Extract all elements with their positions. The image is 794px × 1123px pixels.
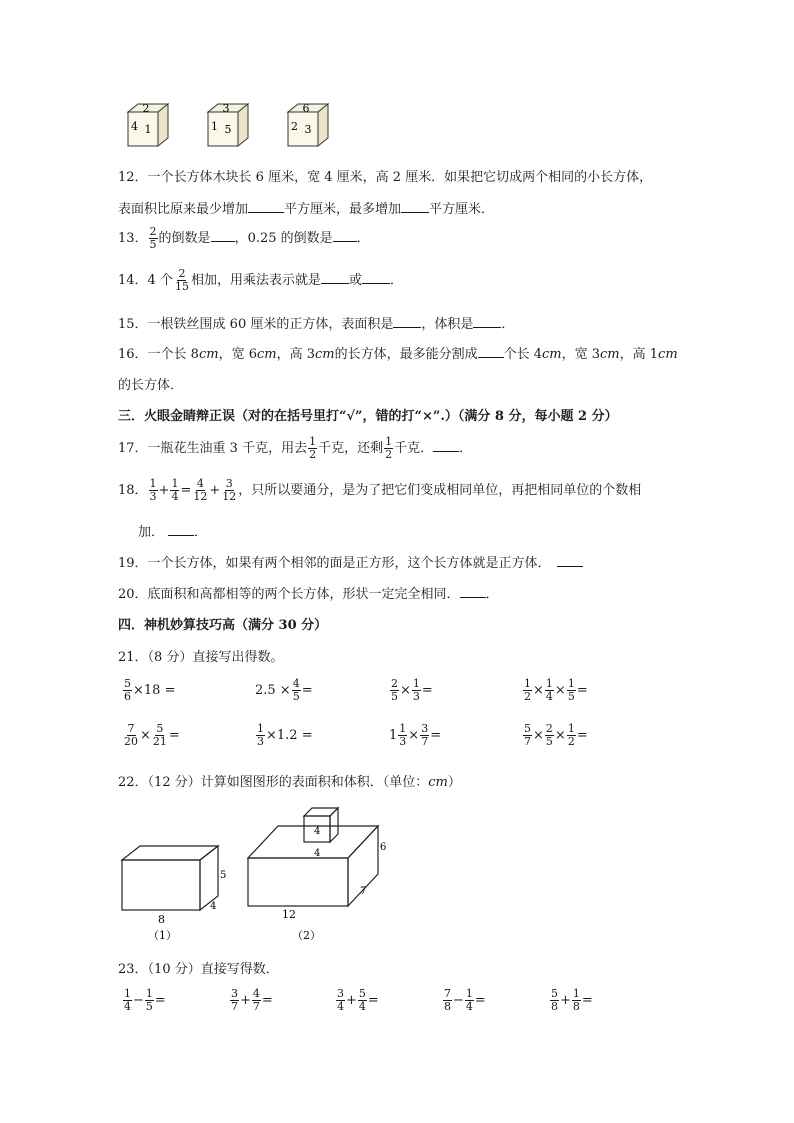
q16-unit-1: cm bbox=[198, 347, 219, 362]
q22-title-text: 22．（12 分）计算如图图形的表面积和体积．（单位： bbox=[118, 775, 429, 790]
die-1-front: 1 bbox=[144, 123, 152, 136]
q21-8-n3: 1 bbox=[567, 722, 575, 735]
q17-end: ． bbox=[459, 441, 473, 456]
die-3-top: 6 bbox=[302, 102, 310, 115]
q15-end: ． bbox=[501, 317, 515, 332]
q21-4-n2: 1 bbox=[545, 677, 553, 690]
q21-3-d1: 5 bbox=[391, 690, 398, 703]
q21-8-op3: = bbox=[576, 728, 588, 743]
q18-eq: = bbox=[180, 483, 192, 498]
q12-blank-max[interactable] bbox=[401, 202, 429, 213]
q20-end: ． bbox=[485, 587, 499, 602]
q21-7-n2: 3 bbox=[421, 722, 429, 735]
q12-blank-min[interactable] bbox=[248, 202, 284, 213]
q21-8-n2: 2 bbox=[545, 722, 553, 735]
q14-num: 2 bbox=[178, 267, 186, 280]
q14-fraction bbox=[174, 268, 190, 293]
q18-f1d: 3 bbox=[149, 490, 157, 503]
q14-den: 15 bbox=[174, 280, 189, 293]
fig2-width: 7 bbox=[360, 886, 367, 897]
q23-2-d2: 7 bbox=[252, 1000, 260, 1013]
q23-3-eq: = bbox=[367, 993, 379, 1008]
q14-blank-2[interactable] bbox=[362, 273, 390, 284]
q23-item-1 bbox=[122, 988, 166, 1013]
q21-4-d1: 2 bbox=[524, 690, 531, 703]
q13-text-a: 的倒数是 bbox=[158, 231, 211, 246]
q21-4-n1: 1 bbox=[524, 677, 531, 690]
q18-line2-text: 加． bbox=[138, 525, 165, 540]
q19-text: 19．一个长方体，如果有两个相邻的面是正方形，这个长方体就是正方体． bbox=[118, 556, 551, 571]
q21-3-op1: × bbox=[400, 683, 411, 698]
q16-p3: ，高 3 bbox=[276, 347, 315, 362]
fig1-width: 4 bbox=[210, 901, 217, 912]
q13-text-b: ，0.25 的倒数是 bbox=[234, 231, 333, 246]
die-3-front: 3 bbox=[304, 123, 312, 136]
q18-answer-blank[interactable] bbox=[168, 525, 194, 536]
q21-5-d1: 20 bbox=[124, 735, 138, 748]
q18-f1n: 1 bbox=[149, 477, 157, 490]
q21-item-7 bbox=[389, 723, 441, 748]
q15-blank-1[interactable] bbox=[393, 317, 421, 328]
q23-4-d1: 8 bbox=[444, 1000, 451, 1013]
die-1-top: 2 bbox=[142, 102, 150, 115]
q23-1-n2: 1 bbox=[145, 987, 153, 1000]
q23-5-n2: 1 bbox=[572, 987, 580, 1000]
q23-4-op: − bbox=[453, 993, 464, 1008]
question-18-line-1 bbox=[118, 478, 641, 503]
q23-1-eq: = bbox=[154, 993, 166, 1008]
die-1-left: 4 bbox=[131, 120, 138, 133]
fig2-small-cube-side: 4 bbox=[314, 848, 321, 859]
q21-8-d2: 5 bbox=[545, 735, 553, 748]
q21-6-n1: 1 bbox=[257, 722, 264, 735]
q18-prefix: 18． bbox=[118, 483, 148, 498]
q14-blank-1[interactable] bbox=[321, 273, 349, 284]
q23-3-n2: 5 bbox=[358, 987, 366, 1000]
fig2-caption: （2） bbox=[292, 929, 321, 942]
q21-item-6 bbox=[255, 723, 313, 748]
fig2-small-cube-label: 4 bbox=[314, 826, 321, 837]
q21-6-op1: ×1.2 = bbox=[266, 728, 313, 743]
q23-4-n2: 1 bbox=[465, 987, 473, 1000]
q16-p4: 的长方体，最多能分割成 bbox=[334, 347, 478, 362]
q17-fraction-2 bbox=[384, 436, 393, 461]
q21-7-op1: × bbox=[408, 728, 420, 743]
q18-text: ，只所以要通分，是为了把它们变成相同单位，再把相同单位的个数相 bbox=[238, 483, 642, 498]
q14-end: ． bbox=[389, 273, 403, 288]
q21-7-pre: 1 bbox=[389, 728, 398, 743]
q16-unit-6: cm bbox=[658, 347, 678, 362]
q21-2-op: = bbox=[301, 683, 313, 698]
q18-frac-3 bbox=[192, 478, 208, 503]
q21-3-op2: = bbox=[421, 683, 433, 698]
q16-p1: 16．一个长 8 bbox=[118, 347, 199, 362]
q16-p2: ，宽 6 bbox=[218, 347, 257, 362]
q18-f4n: 3 bbox=[225, 477, 233, 490]
question-16-line-1 bbox=[118, 343, 678, 362]
q18-f3d: 12 bbox=[193, 490, 208, 503]
q23-item-4 bbox=[442, 988, 486, 1013]
q17-num1: 1 bbox=[309, 435, 317, 448]
q21-2-pre: 2.5 × bbox=[255, 683, 291, 698]
q23-2-n1: 3 bbox=[231, 987, 238, 1000]
q21-item-2 bbox=[255, 678, 313, 703]
q18-plus: + bbox=[158, 483, 170, 498]
q21-item-3 bbox=[389, 678, 433, 703]
fig1-caption: （1） bbox=[148, 929, 177, 942]
q23-1-d1: 4 bbox=[124, 1000, 131, 1013]
section-3-heading: 三．火眼金睛辩正误（对的在括号里打“√”，错的打“×”.）（满分 8 分，每小题 2 分） bbox=[118, 409, 618, 424]
q14-text-b: 或 bbox=[348, 273, 362, 288]
q18-end: ． bbox=[194, 525, 208, 540]
question-15 bbox=[118, 313, 514, 332]
q23-5-op: + bbox=[560, 993, 571, 1008]
q15-text-b: ，体积是 bbox=[421, 317, 474, 332]
question-16-line-2: 的长方体． bbox=[118, 378, 184, 393]
q23-item-5 bbox=[549, 988, 593, 1013]
q12-text-b: 平方厘米，最多增加 bbox=[284, 202, 402, 217]
question-19 bbox=[118, 552, 583, 571]
q17-den2: 2 bbox=[385, 448, 393, 461]
q21-7-d1: 3 bbox=[399, 735, 407, 748]
q21-6-d1: 3 bbox=[257, 735, 264, 748]
q21-5-d2: 21 bbox=[152, 735, 167, 748]
q13-prefix: 13． bbox=[118, 231, 148, 246]
q23-1-op: − bbox=[133, 993, 144, 1008]
q17-fraction-1 bbox=[308, 436, 317, 461]
fig1-length: 8 bbox=[158, 913, 165, 926]
q21-5-op2: = bbox=[168, 728, 180, 743]
q18-f4d: 12 bbox=[222, 490, 237, 503]
q21-8-d1: 7 bbox=[524, 735, 531, 748]
q23-3-n1: 3 bbox=[337, 987, 344, 1000]
question-17 bbox=[118, 436, 472, 461]
q21-8-n1: 5 bbox=[524, 722, 531, 735]
q13-den: 5 bbox=[149, 238, 157, 251]
q16-p5: 个长 4 bbox=[503, 347, 543, 362]
q21-1-op: ×18 = bbox=[133, 683, 176, 698]
die-1 bbox=[128, 102, 168, 146]
q18-f2n: 1 bbox=[171, 477, 179, 490]
q16-unit-4: cm bbox=[542, 347, 562, 362]
q21-item-4 bbox=[522, 678, 588, 703]
q21-8-d3: 2 bbox=[567, 735, 575, 748]
q18-f3n: 4 bbox=[196, 477, 204, 490]
q23-2-d1: 7 bbox=[231, 1000, 238, 1013]
q18-plus-2: + bbox=[209, 483, 221, 498]
die-2-top: 3 bbox=[222, 102, 230, 115]
q22-unit: cm bbox=[428, 775, 448, 790]
fig2-length: 12 bbox=[282, 908, 296, 921]
q22-close: ） bbox=[447, 775, 461, 790]
q21-2-num: 4 bbox=[292, 677, 300, 690]
cuboid-figure-2 bbox=[248, 808, 378, 906]
q23-4-n1: 7 bbox=[444, 987, 451, 1000]
q16-unit-3: cm bbox=[314, 347, 335, 362]
q23-3-op: + bbox=[346, 993, 357, 1008]
q13-blank-1[interactable] bbox=[211, 231, 235, 242]
q23-item-3 bbox=[335, 988, 379, 1013]
q14-prefix: 14．4 个 bbox=[118, 273, 173, 288]
q21-item-8 bbox=[522, 723, 588, 748]
q16-unit-2: cm bbox=[256, 347, 277, 362]
q23-2-n2: 4 bbox=[252, 987, 260, 1000]
q17-den1: 2 bbox=[309, 448, 317, 461]
q21-3-n1: 2 bbox=[391, 677, 398, 690]
q16-unit-5: cm bbox=[600, 347, 620, 362]
q22-figures bbox=[116, 802, 416, 942]
q20-answer-blank[interactable] bbox=[460, 587, 486, 598]
question-21-title: 21．（8 分）直接写出得数。 bbox=[118, 650, 284, 665]
q23-3-d1: 4 bbox=[337, 1000, 344, 1013]
q17-text-c: 千克． bbox=[394, 441, 434, 456]
q21-4-op1: × bbox=[533, 683, 544, 698]
q21-8-op1: × bbox=[533, 728, 544, 743]
q21-4-op2: × bbox=[554, 683, 566, 698]
cuboid-figure-1 bbox=[122, 846, 218, 910]
q19-answer-blank[interactable] bbox=[557, 556, 583, 567]
question-20 bbox=[118, 583, 499, 602]
q23-1-d2: 5 bbox=[145, 1000, 153, 1013]
q23-5-d2: 8 bbox=[572, 1000, 580, 1013]
die-2-left: 1 bbox=[211, 120, 218, 133]
q21-2-den: 5 bbox=[292, 690, 300, 703]
q23-5-n1: 5 bbox=[551, 987, 558, 1000]
q13-blank-2[interactable] bbox=[333, 231, 357, 242]
q21-3-d2: 3 bbox=[412, 690, 420, 703]
q17-num2: 1 bbox=[385, 435, 393, 448]
q12-text-a: 表面积比原来最少增加 bbox=[118, 202, 249, 217]
q23-5-eq: = bbox=[581, 993, 593, 1008]
dice-figure bbox=[122, 100, 362, 152]
q23-2-eq: = bbox=[261, 993, 273, 1008]
q13-num: 2 bbox=[149, 225, 157, 238]
q18-frac-1 bbox=[149, 478, 158, 503]
q23-3-d2: 4 bbox=[358, 1000, 366, 1013]
fig2-height: 6 bbox=[380, 842, 387, 853]
die-3-left: 2 bbox=[291, 120, 298, 133]
die-3 bbox=[288, 102, 328, 146]
q23-4-d2: 4 bbox=[465, 1000, 473, 1013]
q18-frac-2 bbox=[170, 478, 179, 503]
q23-item-2 bbox=[229, 988, 273, 1013]
die-2-front: 5 bbox=[224, 123, 232, 136]
q21-4-d2: 4 bbox=[545, 690, 553, 703]
q16-blank[interactable] bbox=[478, 347, 504, 358]
q12-text-c: 平方厘米． bbox=[429, 202, 495, 217]
q15-text-a: 15．一根铁丝围成 60 厘米的正方体，表面积是 bbox=[118, 317, 394, 332]
q21-3-n2: 1 bbox=[412, 677, 420, 690]
q15-blank-2[interactable] bbox=[473, 317, 501, 328]
q23-5-d1: 8 bbox=[551, 1000, 558, 1013]
q18-f2d: 4 bbox=[171, 490, 179, 503]
question-13 bbox=[118, 226, 370, 251]
q17-text-b: 千克，还剩 bbox=[318, 441, 384, 456]
q13-end: ． bbox=[356, 231, 370, 246]
q16-p6: ，宽 3 bbox=[561, 347, 601, 362]
q21-7-d2: 7 bbox=[421, 735, 429, 748]
question-18-line-2 bbox=[138, 521, 207, 540]
question-14 bbox=[118, 268, 403, 293]
section-4-heading: 四．神机妙算技巧高（满分 30 分） bbox=[118, 618, 328, 633]
q21-7-n1: 1 bbox=[399, 722, 407, 735]
q21-1-num: 5 bbox=[124, 677, 131, 690]
q21-item-1 bbox=[122, 678, 175, 703]
q21-item-5 bbox=[122, 723, 180, 748]
question-12-line-1: 12．一个长方体木块长 6 厘米，宽 4 厘米，高 2 厘米．如果把它切成两个相同的小长方体， bbox=[118, 170, 653, 185]
die-2 bbox=[208, 102, 248, 146]
q23-2-op: + bbox=[240, 993, 251, 1008]
q16-p7: ，高 1 bbox=[619, 347, 659, 362]
q14-text-a: 相加，用乘法表示就是 bbox=[190, 273, 321, 288]
q21-5-n2: 5 bbox=[156, 722, 164, 735]
q17-text-a: 17．一瓶花生油重 3 千克，用去 bbox=[118, 441, 308, 456]
q21-4-op3: = bbox=[576, 683, 588, 698]
q20-text: 20．底面积和高都相等的两个长方体，形状一定完全相同． bbox=[118, 587, 460, 602]
q18-frac-4 bbox=[221, 478, 237, 503]
q17-answer-blank[interactable] bbox=[433, 441, 459, 452]
q23-4-eq: = bbox=[474, 993, 486, 1008]
q21-5-op1: × bbox=[140, 728, 151, 743]
question-23-title: 23．（10 分）直接写得数． bbox=[118, 962, 279, 977]
question-12-line-2 bbox=[118, 198, 494, 217]
q21-8-op2: × bbox=[554, 728, 566, 743]
q21-1-den: 6 bbox=[124, 690, 131, 703]
q23-1-n1: 1 bbox=[124, 987, 131, 1000]
question-22-title bbox=[118, 771, 461, 790]
fig1-height: 5 bbox=[220, 870, 227, 881]
q21-7-op2: = bbox=[430, 728, 442, 743]
q21-4-d3: 5 bbox=[567, 690, 575, 703]
q13-fraction bbox=[149, 226, 158, 251]
q21-5-n1: 7 bbox=[127, 722, 135, 735]
q21-4-n3: 1 bbox=[567, 677, 575, 690]
